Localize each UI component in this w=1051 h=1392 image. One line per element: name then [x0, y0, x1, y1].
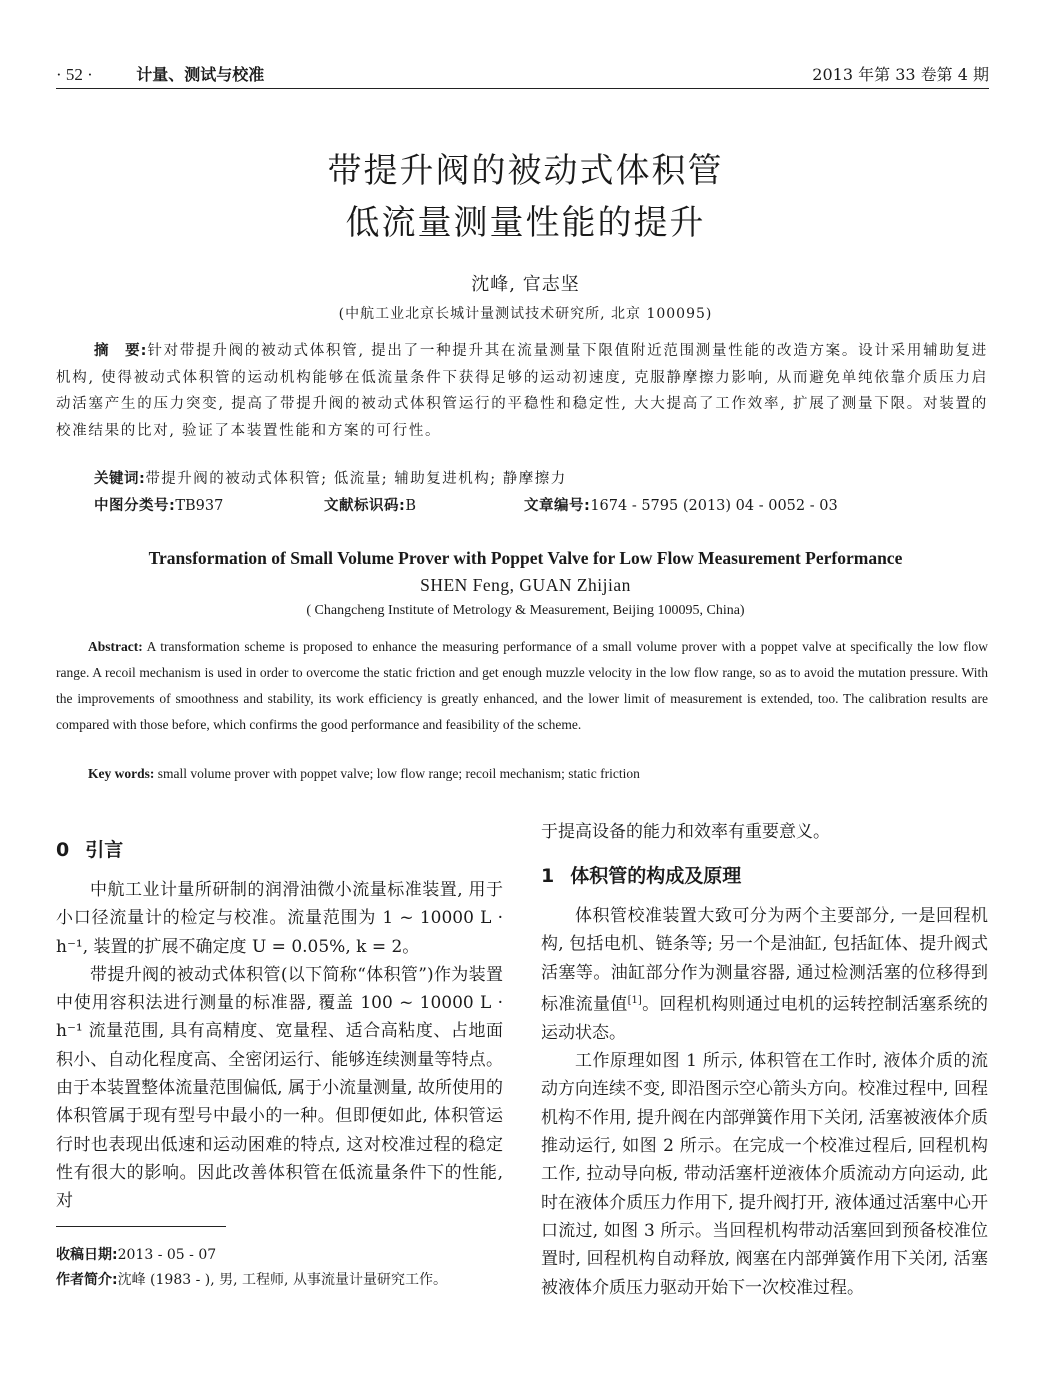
abstract-cn-label: 摘 要: [94, 343, 148, 359]
left-column [56, 876, 503, 1216]
journal-section: 计量、测试与校准 [136, 65, 265, 84]
page-number: · 52 · [56, 65, 93, 84]
keywords-en-text: small volume prover with poppet valve; low flow range; recoil mechanism; static friction [157, 766, 640, 781]
keywords-en [88, 766, 640, 782]
english-affiliation: ( Changcheng Institute of Metrology & Measurement, Beijing 100095, China) [306, 603, 745, 618]
continued-text: 于提高设备的能力和效率有重要意义。 [541, 822, 830, 842]
authors: 沈峰, 官志坚 [471, 274, 580, 295]
right-column [541, 902, 988, 1302]
abstract-en [56, 634, 988, 738]
running-header [56, 58, 989, 89]
abstract-en-text: A transformation scheme is proposed to enhance the measuring performance of a small volume prover with a poppet valve at specifically the low flow range. A recoil mechanism is used in order to overcome the static friction and get enough muzzle velocity in the low flow range, so as to avoid the mutation pressure. With the improvements of smoothness and stability, its work efficiency is greatly enhanced, and the lower limit of measurement is extended, too. The calibration results are compared with those before, which confirms the good performance and feasibility of the scheme. [56, 639, 988, 732]
section-1-heading: 1 体积管的构成及原理 [541, 865, 742, 887]
abstract-cn [56, 338, 988, 444]
document-code: 文献标识码:B [324, 498, 416, 514]
citation-ref[interactable]: [1] [627, 994, 642, 1006]
paragraph: 工作原理如图 1 所示, 体积管在工作时, 液体介质的流动方向连续不变, 即沿图示空心箭头方向。校准过程中, 回程机构不作用, 提升阀在内部弹簧作用下关闭, 活塞被液体介质推动运行, 如图 2 所示。在完成一个校准过程后, 回程机构工作, 拉动导向板, 带动活塞杆逆液体介质流动方向运动, 此时在液体介质压力作用下, 提升阀打开, 液体通过活塞中心开口流过, 如图 3 所示。当回程机构带动活塞回到预备校准位置时, 回程机构自动释放, 阀塞在内部弹簧作用下关闭, 活塞被液体介质压力驱动开始下一次校准过程。 [541, 1051, 988, 1298]
footnote-divider [56, 1226, 226, 1227]
paragraph: 带提升阀的被动式体积管(以下简称“体积管”)作为装置中使用容积法进行测量的标准器, 覆盖 100 ~ 10000 L · h⁻¹ 流量范围, 具有高精度、宽量程、适合高粘度、占地面积小、自动化程度高、全密闭运行、能够连续测量等特点。由于本装置整体流量范围偏低, 属于小流量测量, 故所使用的体积管属于现有型号中最小的一种。但即便如此, 体积管运行时也表现出低速和运动困难的特点, 这对校准过程的稳定性有很大的影响。因此改善体积管在低流量条件下的性能, 对 [56, 964, 503, 1212]
received-date: 收稿日期:2013 - 05 - 07 [56, 1247, 217, 1263]
keywords-cn-label: 关键词: [94, 471, 146, 487]
article-number: 文章编号:1674 - 5795 (2013) 04 - 0052 - 03 [524, 498, 838, 514]
english-authors: SHEN Feng, GUAN Zhijian [420, 575, 631, 595]
author-bio: 作者简介:沈峰 (1983 - ), 男, 工程师, 从事流量计量研究工作。 [56, 1272, 447, 1288]
abstract-cn-text: 针对带提升阀的被动式体积管, 提出了一种提升其在流量测量下限值附近范围测量性能的改造方案。设计采用辅助复进机构, 使得被动式体积管的运动机构能够在低流量条件下获得足够的运动初速度, 克服静摩擦力影响, 从而避免单纯依靠介质压力启动活塞产生的压力突变, 提高了带提升阀的被动式体积管运行的平稳性和稳定性, 大大提高了工作效率, 扩展了测量下限。对装置的校准结果的比对, 验证了本装置性能和方案的可行性。 [56, 343, 988, 439]
paragraph: 体积管校准装置大致可分为两个主要部分, 一是回程机构, 包括电机、链条等; 另一个是油缸, 包括缸体、提升阀式活塞等。油缸部分作为测量容器, 通过检测活塞的位移得到标准流量值[1]。回程机构则通过电机的运转控制活塞系统的运动状态。 [541, 906, 989, 1043]
clc-number: 中图分类号:TB937 [94, 498, 224, 514]
paragraph: 中航工业计量所研制的润滑油微小流量标准装置, 用于小口径流量计的检定与校准。流量范围为 1 ~ 10000 L · h⁻¹, 装置的扩展不确定度 U = 0.05%, k = 2。 [56, 880, 503, 957]
affiliation: (中航工业北京长城计量测试技术研究所, 北京 100095) [338, 306, 713, 322]
title-line-1: 带提升阀的被动式体积管 [327, 151, 724, 191]
english-title: Transformation of Small Volume Prover with Poppet Valve for Low Flow Measurement Performance [148, 548, 903, 568]
keywords-cn [94, 467, 567, 488]
section-0-heading: 0 引言 [56, 839, 124, 861]
header-left [56, 62, 264, 85]
issue-info: 2013 年第 33 卷第 4 期 [812, 65, 989, 84]
abstract-en-label: Abstract: [88, 639, 143, 654]
keywords-cn-text: 带提升阀的被动式体积管; 低流量; 辅助复进机构; 静摩擦力 [145, 471, 567, 487]
title-line-2: 低流量测量性能的提升 [345, 203, 706, 243]
keywords-en-label: Key words: [88, 766, 155, 781]
